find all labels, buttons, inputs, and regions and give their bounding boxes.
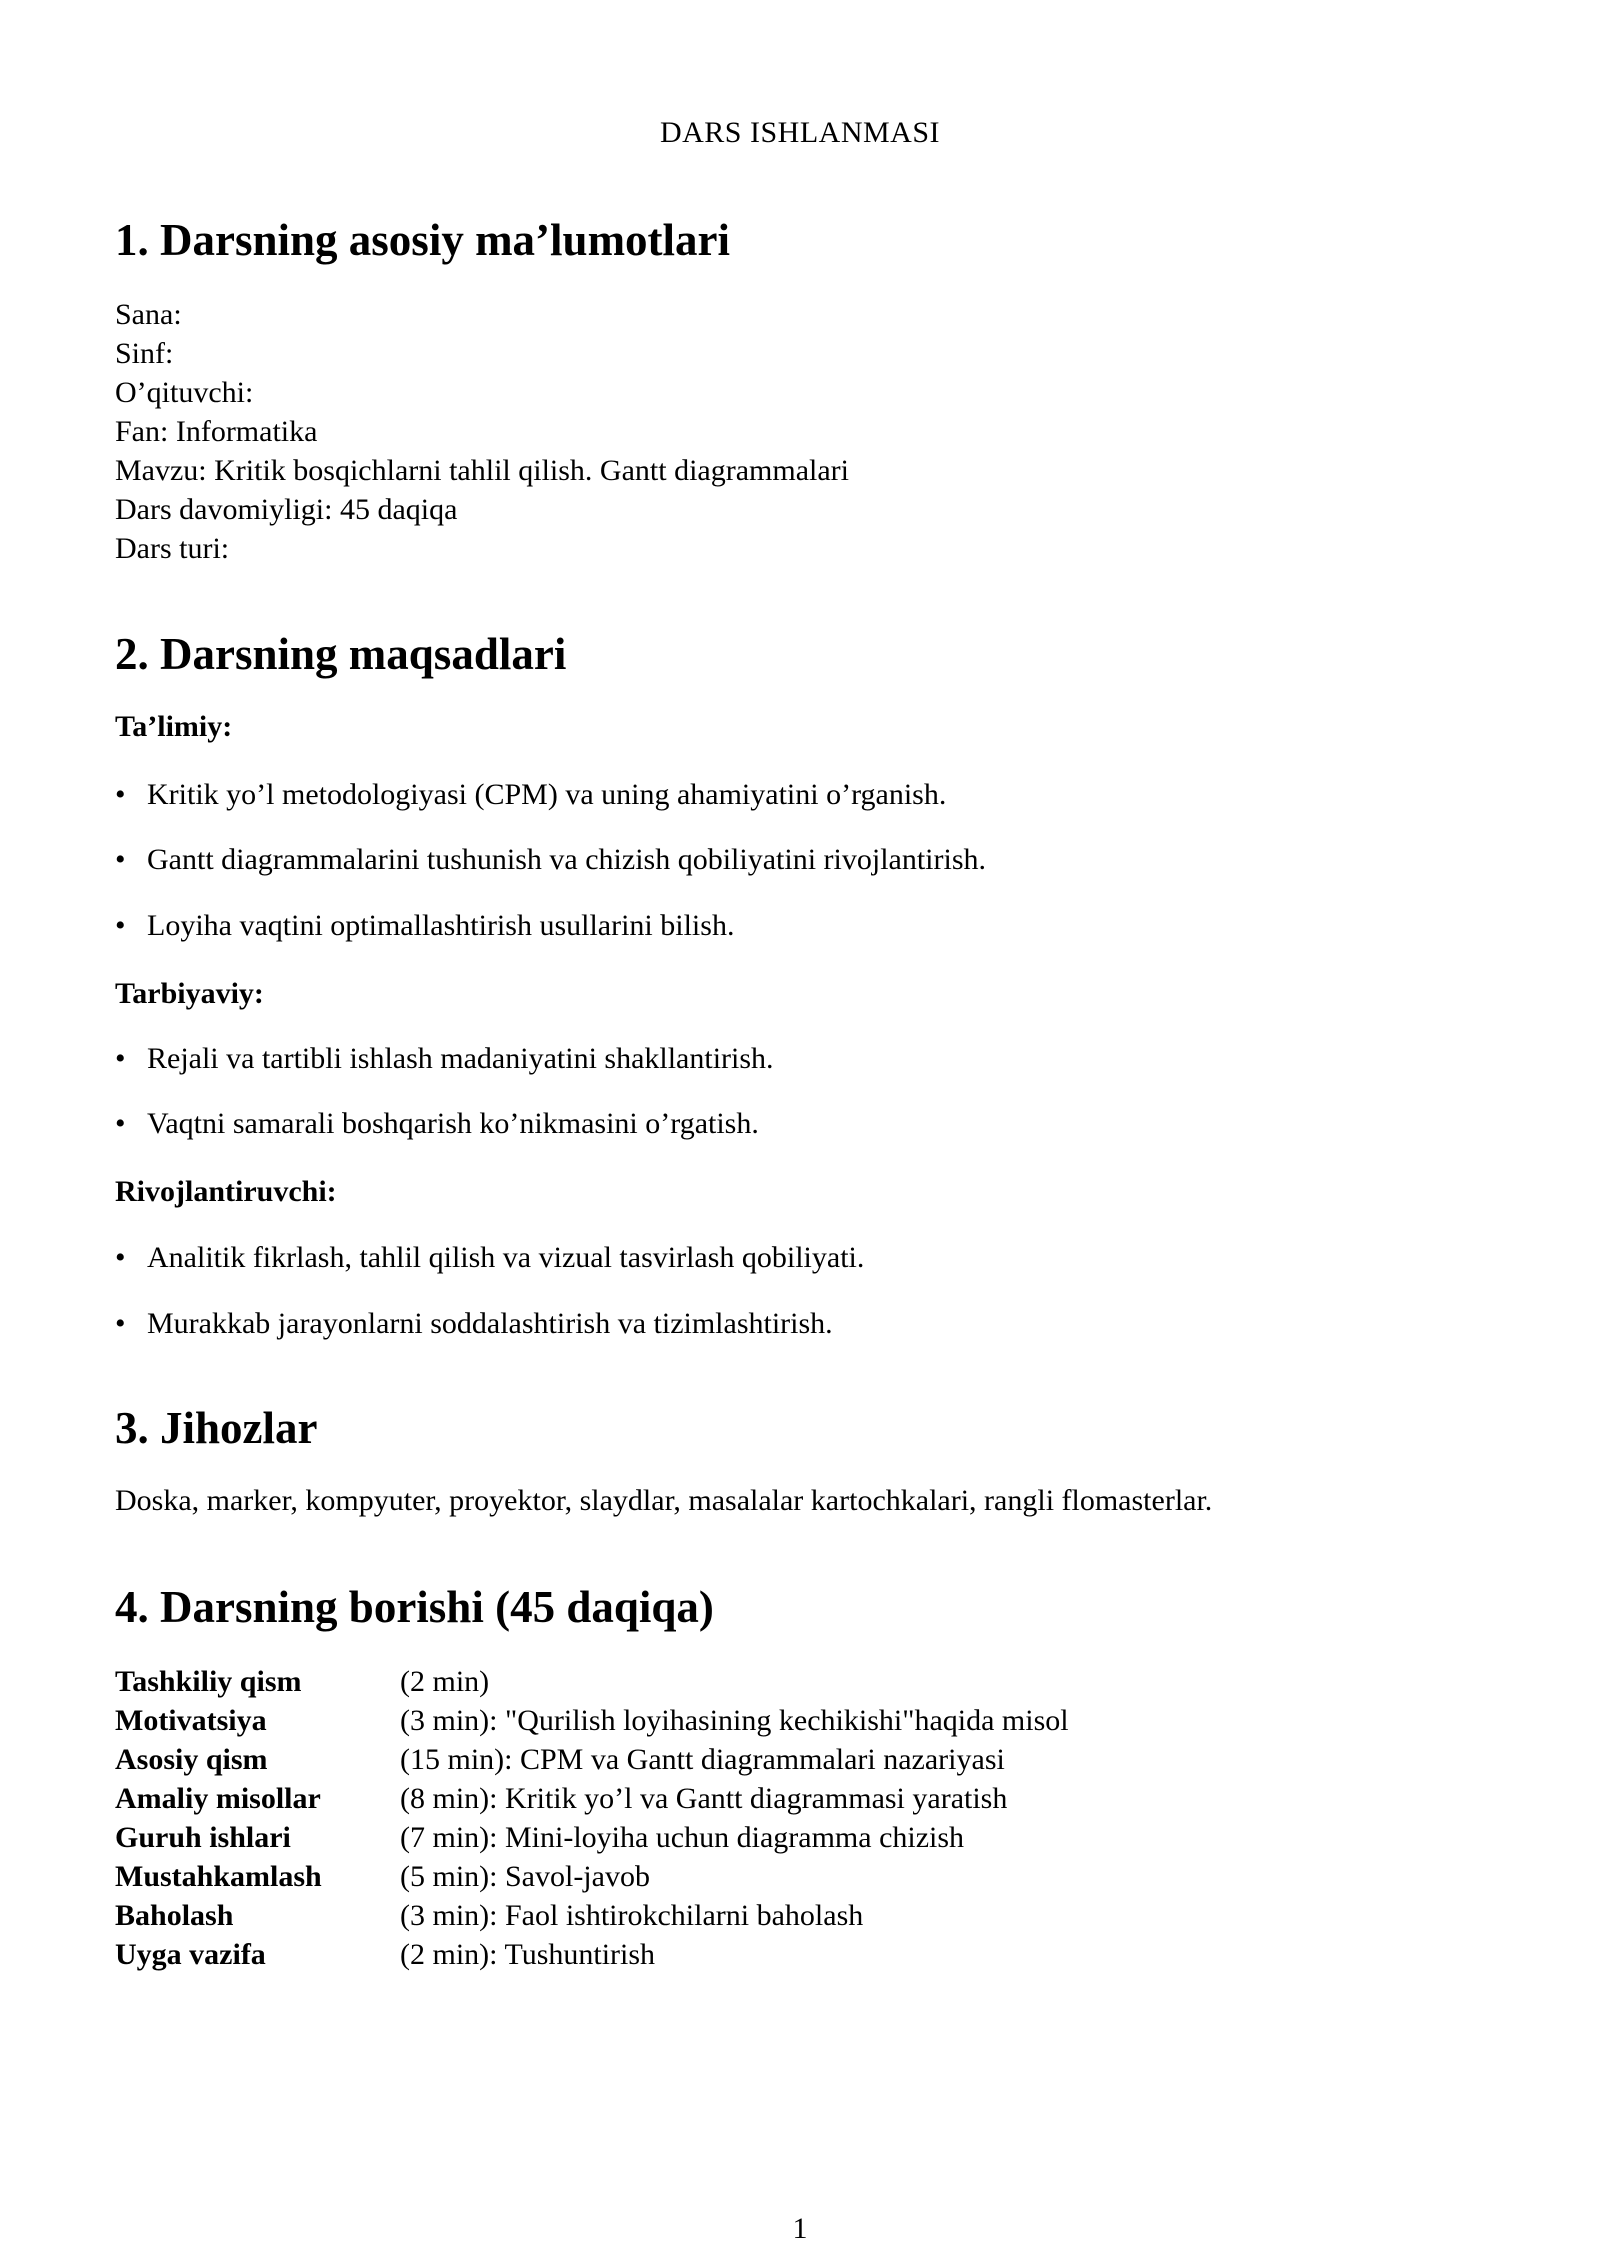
info-subject: Fan: Informatika [115,415,318,448]
info-topic: Mavzu: Kritik bosqichlarni tahlil qilish. Gantt diagrammalari [115,454,850,487]
bullet-icon: • [115,1107,126,1140]
list-item: • Kritik yo’l metodologiyasi (CPM) va uning ahamiyatini o’rganish. [115,778,947,811]
list-item: • Rejali va tartibli ishlash madaniyatini shakllantirish. [115,1042,774,1075]
basic-info-list [115,295,849,568]
info-date: Sana: [115,298,182,331]
section-heading-equipment: 3. Jihozlar [115,1403,318,1453]
table-row: Asosiy qism (15 min): CPM va Gantt diagrammalari nazariyasi [115,1743,1005,1776]
document-title: DARS ISHLANMASI [659,116,941,149]
goals-developmental-label: Rivojlantiruvchi: [115,1175,337,1208]
info-class: Sinf: [115,337,174,370]
bullet-icon: • [115,1042,126,1075]
bullet-icon: • [115,909,126,942]
table-row: Mustahkamlash (5 min): Savol-javob [115,1860,650,1893]
goals-educational-label: Ta’limiy: [115,710,233,743]
table-row: Tashkiliy qism (2 min) [115,1665,490,1698]
list-item: • Loyiha vaqtini optimallashtirish usullarini bilish. [115,909,735,942]
info-duration: Dars davomiyligi: 45 daqiqa [115,493,458,526]
table-row: Amaliy misollar (8 min): Kritik yo’l va Gantt diagrammasi yaratish [115,1782,1008,1815]
table-row: Uyga vazifa (2 min): Tushuntirish [115,1938,656,1971]
list-item: • Murakkab jarayonlarni soddalashtirish va tizimlashtirish. [115,1307,833,1340]
equipment-text: Doska, marker, kompyuter, proyektor, slaydlar, masalalar kartochkalari, rangli flomasterlar. [115,1484,1213,1517]
goals-upbringing-label: Tarbiyaviy: [115,977,264,1010]
section-heading-lesson-flow: 4. Darsning borishi (45 daqiqa) [115,1582,714,1632]
list-item: • Vaqtni samarali boshqarish ko’nikmasini o’rgatish. [115,1107,759,1140]
info-lesson-type: Dars turi: [115,532,230,565]
bullet-icon: • [115,843,126,876]
section-heading-goals: 2. Darsning maqsadlari [115,629,567,679]
bullet-icon: • [115,1307,126,1340]
list-item: • Analitik fikrlash, tahlil qilish va vizual tasvirlash qobiliyati. [115,1241,865,1274]
bullet-icon: • [115,778,126,811]
lesson-plan-table [115,1662,1220,1974]
table-row: Guruh ishlari (7 min): Mini-loyiha uchun diagramma chizish [115,1821,965,1854]
section-heading-basic-info: 1. Darsning asosiy ma’lumotlari [115,215,731,265]
table-row: Motivatsiya (3 min): "Qurilish loyihasining kechikishi"haqida misol [115,1704,1069,1737]
page-number: 1 [792,2212,808,2245]
table-row: Baholash (3 min): Faol ishtirokchilarni baholash [115,1899,864,1932]
bullet-icon: • [115,1241,126,1274]
info-teacher: O’qituvchi: [115,376,254,409]
list-item: • Gantt diagrammalarini tushunish va chizish qobiliyatini rivojlantirish. [115,843,987,876]
